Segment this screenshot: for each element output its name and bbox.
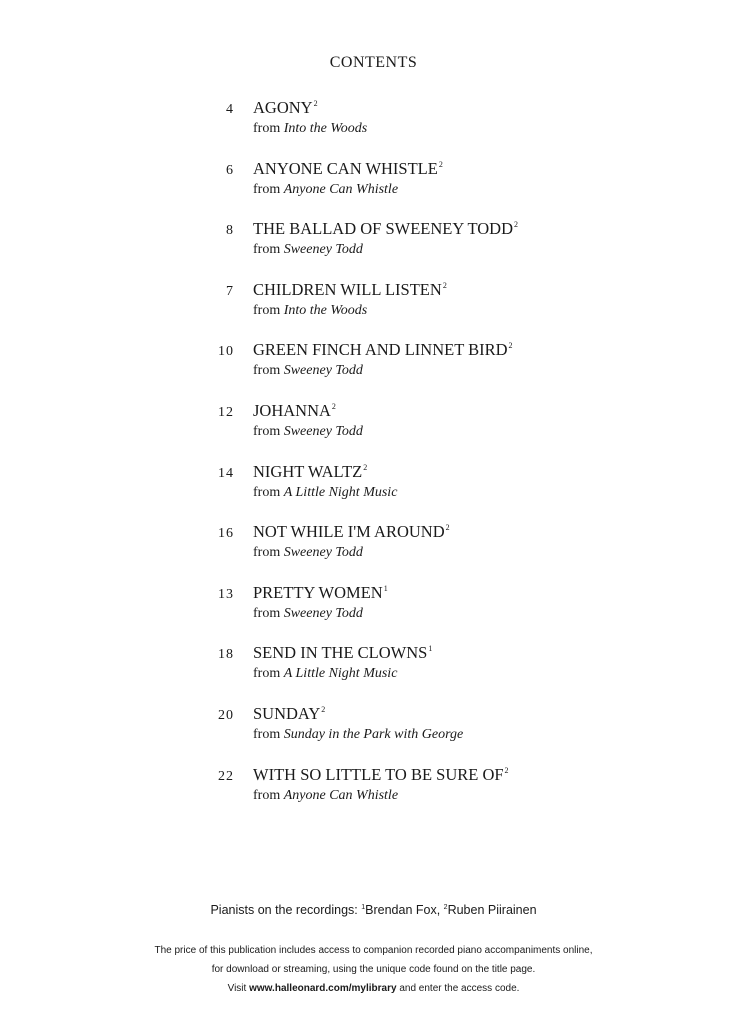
toc-entry [0,98,747,159]
from-label: from [253,302,281,318]
pianist-mark: 2 [363,462,368,472]
pianist-mark-1: 1 [361,904,366,911]
from-label: from [253,423,281,439]
toc-entry [0,462,747,523]
song-title-line [253,98,318,118]
source-line [253,182,398,198]
song-title: ANYONE CAN WHISTLE [253,158,438,178]
page-number: 22 [218,768,234,784]
pianist-name-1: Brendan Fox, [365,903,444,917]
source-line [253,727,463,743]
source-line [253,606,363,622]
toc-entry [0,401,747,462]
pianist-mark: 2 [514,220,519,230]
page-number: 12 [218,404,234,420]
pianist-name-2: Ruben Piirainen [447,903,537,917]
from-label: from [253,363,281,379]
song-title: NOT WHILE I'M AROUND [253,522,445,542]
show-title: Sweeney Todd [283,545,363,561]
song-title: SEND IN THE CLOWNS [253,643,428,663]
toc-entry [0,643,747,704]
toc-entry [0,159,747,220]
song-title: GREEN FINCH AND LINNET BIRD [253,340,508,360]
notice-line-1: The price of this publication includes access to companion recorded piano accompaniments online, [154,945,593,956]
song-title-line [253,765,509,785]
show-title: A Little Night Music [283,484,398,500]
from-label: from [253,545,281,561]
contents-list [0,98,747,825]
from-label: from [253,242,281,258]
source-line [253,242,363,258]
from-label: from [253,666,281,682]
from-label: from [253,605,281,621]
page-number: 4 [226,102,234,117]
page-number: 8 [226,223,234,239]
from-label: from [253,121,281,136]
toc-entry [0,219,747,280]
source-line [253,666,397,682]
pianist-mark: 1 [383,583,388,593]
notice-line-2: for download or streaming, using the unique code found on the title page. [211,964,536,975]
show-title: Into the Woods [283,121,368,136]
source-line [253,545,363,561]
song-title-line [253,643,432,663]
song-title-line [253,583,388,603]
show-title: Sunday in the Park with George [283,726,464,742]
song-title-line [253,401,336,421]
pianist-mark: 1 [428,644,433,654]
song-title-line [253,462,367,482]
source-line [253,363,363,379]
toc-entry [0,704,747,765]
page-number: 6 [226,162,234,178]
source-line [253,303,367,319]
page-number: 20 [218,707,234,723]
pianist-mark: 2 [313,99,318,108]
toc-entry [0,522,747,583]
from-label: from [253,181,281,197]
show-title: Sweeney Todd [283,423,363,439]
pianist-mark-2: 2 [443,904,448,911]
song-title-line [253,522,450,542]
song-title-line [253,340,513,360]
song-title-line [253,704,325,724]
pianists-credit [0,903,747,917]
song-title: THE BALLAD OF SWEENEY TODD [253,219,514,239]
show-title: Anyone Can Whistle [283,787,399,803]
page-title: CONTENTS [329,54,418,71]
song-title: PRETTY WOMEN [253,582,383,602]
page-number: 10 [218,344,234,360]
notice-visit: Visit [227,983,250,994]
song-title: CHILDREN WILL LISTEN [253,279,442,299]
show-title: Sweeney Todd [283,605,363,621]
pianist-mark: 2 [504,765,509,775]
page-number: 7 [226,283,234,299]
source-line [253,121,367,137]
from-label: from [253,787,281,803]
toc-entry [0,765,747,826]
pianist-mark: 2 [331,401,336,411]
song-title-line [253,280,447,300]
toc-entry [0,583,747,644]
pianist-mark: 2 [438,159,443,169]
song-title: NIGHT WALTZ [253,461,363,481]
show-title: Sweeney Todd [283,363,363,379]
pianists-label: Pianists on the recordings: [210,903,362,917]
from-label: from [253,484,281,500]
song-title: WITH SO LITTLE TO BE SURE OF [253,764,504,784]
song-title-line [253,159,443,179]
notice-instruction: and enter the access code. [396,983,520,994]
page-number: 18 [218,647,234,663]
song-title: SUNDAY [253,703,321,723]
show-title: Anyone Can Whistle [283,181,399,197]
toc-entry [0,280,747,341]
source-line [253,485,397,501]
source-line [253,424,363,440]
show-title: A Little Night Music [283,666,398,682]
song-title: AGONY [253,98,313,117]
toc-entry [0,340,747,401]
page-number: 14 [218,465,234,481]
pianist-mark: 2 [442,280,447,290]
song-title: JOHANNA [253,400,331,420]
song-title-line [253,219,518,239]
notice-line-3 [0,979,747,998]
pianist-mark: 2 [321,704,326,714]
pianist-mark: 2 [508,341,513,351]
source-line [253,788,398,804]
library-url: www.halleonard.com/mylibrary [249,983,397,994]
pianist-mark: 2 [445,523,450,533]
page-number: 13 [218,586,234,602]
page-number: 16 [218,526,234,542]
show-title: Into the Woods [283,302,368,318]
show-title: Sweeney Todd [283,242,363,258]
from-label: from [253,726,281,742]
